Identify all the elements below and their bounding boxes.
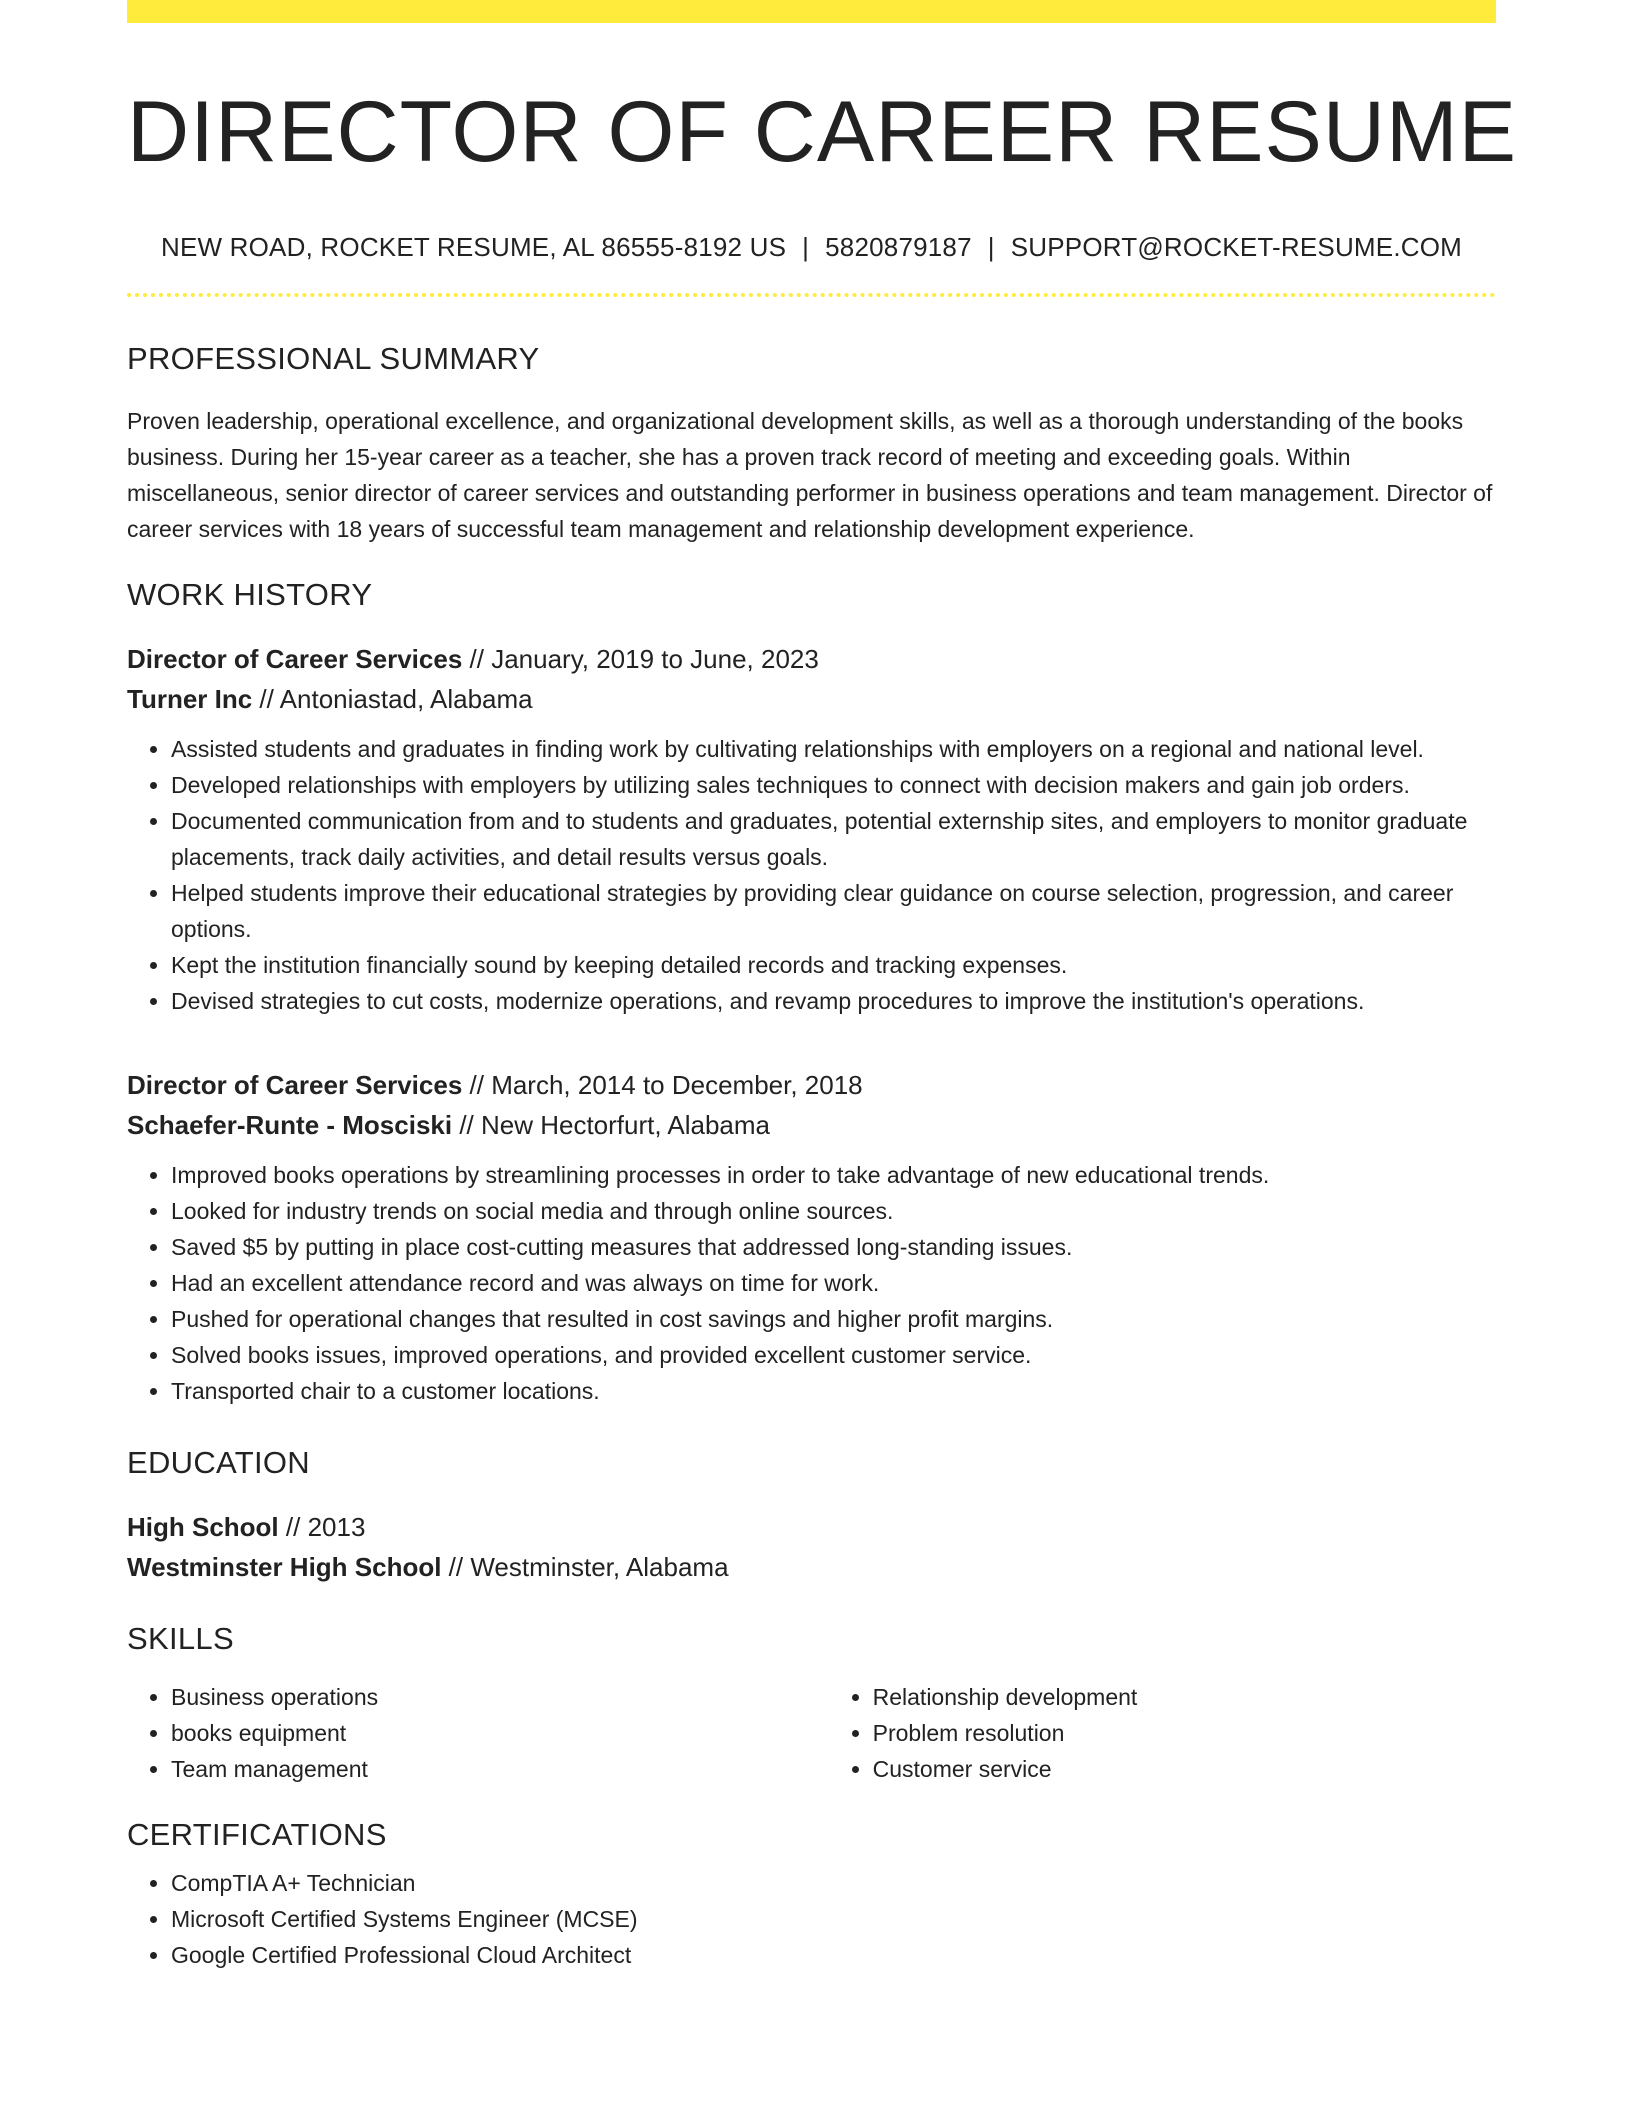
- skill-item: • Team management: [171, 1751, 785, 1787]
- job-bullet: • Devised strategies to cut costs, modernize operations, and revamp procedures to improve the institution's operations.: [171, 983, 1496, 1019]
- certification-item: • Google Certified Professional Cloud Architect: [171, 1937, 1496, 1973]
- job-bullet: • Looked for industry trends on social media and through online sources.: [171, 1193, 1496, 1229]
- education-year: // 2013: [278, 1511, 366, 1542]
- job-company-line: [127, 1105, 1496, 1145]
- resume-title: DIRECTOR OF CAREER RESUME: [127, 84, 1517, 180]
- skills-columns: [127, 1679, 1496, 1787]
- job-bullets: [127, 1157, 1496, 1409]
- top-accent-bar: [127, 0, 1496, 23]
- job-company-line: [127, 679, 1496, 719]
- job-bullet: • Assisted students and graduates in finding work by cultivating relationships with employers on a regional and national level.: [171, 731, 1496, 767]
- skills-list-right: [829, 1679, 1496, 1787]
- job-entry: [127, 639, 1496, 1019]
- education-location: // Westminster, Alabama: [441, 1551, 729, 1582]
- contact-phone: 5820879187: [825, 231, 972, 262]
- certification-item: • CompTIA A+ Technician: [171, 1865, 1496, 1901]
- contact-email: SUPPORT@ROCKET-RESUME.COM: [1010, 231, 1463, 262]
- job-bullets: [127, 731, 1496, 1019]
- job-dates: // March, 2014 to December, 2018: [462, 1069, 863, 1100]
- contact-separator: |: [802, 231, 810, 262]
- skills-list-left: [127, 1679, 785, 1787]
- job-bullet: • Kept the institution financially sound by keeping detailed records and tracking expenses.: [171, 947, 1496, 983]
- skill-item: • Relationship development: [873, 1679, 1496, 1715]
- job-role: Director of Career Services: [127, 643, 463, 674]
- summary-text: Proven leadership, operational excellence, and organizational development skills, as well as a thorough understanding of the books business. During her 15-year career as a teacher, she has a proven track record of meeting and exceeding goals. Within miscellaneous, senior director of career services and outstanding performer in business operations and team management. Director of career services with 18 years of successful team management and relationship development experience.: [127, 407, 1493, 542]
- job-company: Schaefer-Runte - Mosciski: [127, 1109, 453, 1140]
- education-degree-line: [127, 1507, 1496, 1547]
- contact-line: [127, 232, 1496, 263]
- job-entry: [127, 1065, 1496, 1409]
- certification-item: • Microsoft Certified Systems Engineer (MCSE): [171, 1901, 1496, 1937]
- job-bullet: • Improved books operations by streamlining processes in order to take advantage of new educational trends.: [171, 1157, 1496, 1193]
- skill-item: • Problem resolution: [873, 1715, 1496, 1751]
- job-bullet: • Developed relationships with employers by utilizing sales techniques to connect with decision makers and gain job orders.: [171, 767, 1496, 803]
- job-bullet: • Transported chair to a customer locations.: [171, 1373, 1496, 1409]
- job-bullet: • Had an excellent attendance record and was always on time for work.: [171, 1265, 1496, 1301]
- certifications-list: [127, 1865, 1496, 1973]
- dotted-divider: [127, 293, 1496, 297]
- work-history-heading: WORK HISTORY: [127, 576, 373, 612]
- contact-separator: |: [987, 231, 995, 262]
- job-location: // Antoniastad, Alabama: [252, 683, 533, 714]
- job-bullet: • Helped students improve their educational strategies by providing clear guidance on course selection, progression, and career options.: [171, 875, 1496, 947]
- job-dates: // January, 2019 to June, 2023: [462, 643, 819, 674]
- education-entry: [127, 1507, 1496, 1587]
- job-company: Turner Inc: [127, 683, 253, 714]
- education-school-line: [127, 1547, 1496, 1587]
- job-role-line: [127, 1065, 1496, 1105]
- job-role: Director of Career Services: [127, 1069, 463, 1100]
- certifications-heading: CERTIFICATIONS: [127, 1816, 387, 1852]
- summary-heading: PROFESSIONAL SUMMARY: [127, 340, 540, 376]
- contact-address: NEW ROAD, ROCKET RESUME, AL 86555-8192 US: [160, 231, 787, 262]
- skill-item: • Business operations: [171, 1679, 785, 1715]
- education-school: Westminster High School: [127, 1551, 442, 1582]
- job-location: // New Hectorfurt, Alabama: [452, 1109, 770, 1140]
- job-bullet: • Solved books issues, improved operations, and provided excellent customer service.: [171, 1337, 1496, 1373]
- job-bullet: • Pushed for operational changes that resulted in cost savings and higher profit margins.: [171, 1301, 1496, 1337]
- job-bullet: • Documented communication from and to students and graduates, potential externship sites, and employers to monitor graduate placements, track daily activities, and detail results versus goals.: [171, 803, 1496, 875]
- job-role-line: [127, 639, 1496, 679]
- resume-page: [127, 0, 1517, 1973]
- skill-item: • books equipment: [171, 1715, 785, 1751]
- education-heading: EDUCATION: [127, 1444, 310, 1480]
- education-degree: High School: [127, 1511, 279, 1542]
- skill-item: • Customer service: [873, 1751, 1496, 1787]
- skills-heading: SKILLS: [127, 1620, 234, 1656]
- job-bullet: • Saved $5 by putting in place cost-cutting measures that addressed long-standing issues.: [171, 1229, 1496, 1265]
